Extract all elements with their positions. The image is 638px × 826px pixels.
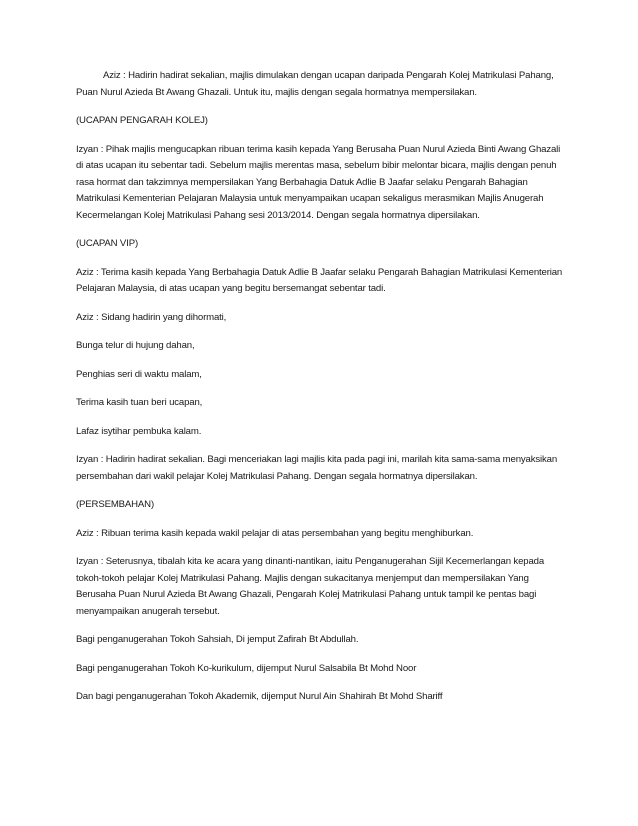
paragraph-stage-direction: (PERSEMBAHAN) <box>76 499 155 510</box>
paragraph-opening: Aziz : Hadirin hadirat sekalian, majlis dimulakan dengan ucapan daripada Pengarah Kolej Matrikulasi Pahang, Puan Nurul Azieda Bt Awang Ghazali. Untuk itu, majlis dengan segala hormatnya mempersilakan. <box>76 70 554 98</box>
paragraph: Dan bagi penganugerahan Tokoh Akademik, dijemput Nurul Ain Shahirah Bt Mohd Shariff <box>76 691 443 702</box>
paragraph-stage-direction: (UCAPAN PENGARAH KOLEJ) <box>76 115 208 126</box>
paragraph: Bagi penganugerahan Tokoh Sahsiah, Di jemput Zafirah Bt Abdullah. <box>76 634 359 645</box>
document-body <box>76 68 566 718</box>
pantun-line: Bunga telur di hujung dahan, <box>76 340 195 351</box>
paragraph: Izyan : Pihak majlis mengucapkan ribuan terima kasih kepada Yang Berusaha Puan Nurul Azieda Binti Awang Ghazali di atas ucapan itu sebentar tadi. Sebelum majlis merentas masa, sebelum bibir melontar bicara, majlis dengan penuh rasa hormat dan takzimnya mempersilakan Yang Berbahagia Datuk Adlie B Jaafar selaku Pengarah Bahagian Matrikulasi Kementerian Pelajaran Malaysia untuk menyampaikan ucapan sekaligus merasmikan Majlis Anugerah Kecermelangan Kolej Matrikulasi Pahang sesi 2013/2014. Dengan segala hormatnya dipersilakan. <box>76 143 561 221</box>
pantun-line: Terima kasih tuan beri ucapan, <box>76 397 203 408</box>
paragraph-stage-direction: (UCAPAN VIP) <box>76 238 138 249</box>
pantun-line: Penghias seri di waktu malam, <box>76 368 202 380</box>
paragraph: Izyan : Seterusnya, tibalah kita ke acara yang dinanti-nantikan, iaitu Penganugerahan Sijil Kecemerlangan kepada tokoh-tokoh pelajar Kolej Matrikulasi Pahang. Majlis dengan sukacitanya menjemput dan mempersilakan Yang Berusaha Puan Nurul Azieda Bt Awang Ghazali, Pengarah Kolej Matrikulasi Pahang untuk tampil ke pentas bagi menyampaikan anugerah tersebut. <box>76 556 544 617</box>
paragraph: Aziz : Ribuan terima kasih kepada wakil pelajar di atas persembahan yang begitu menghiburkan. <box>76 527 474 539</box>
paragraph: Izyan : Hadirin hadirat sekalian. Bagi menceriakan lagi majlis kita pada pagi ini, marilah kita sama-sama menyaksikan persembahan dari wakil pelajar Kolej Matrikulasi Pahang. Dengan segala hormatnya dipersilakan. <box>76 454 558 482</box>
paragraph: Aziz : Sidang hadirin yang dihormati, <box>76 311 227 323</box>
pantun-line: Lafaz isytihar pembuka kalam. <box>76 425 202 437</box>
paragraph: Bagi penganugerahan Tokoh Ko-kurikulum, dijemput Nurul Salsabila Bt Mohd Noor <box>76 662 417 674</box>
paragraph: Aziz : Terima kasih kepada Yang Berbahagia Datuk Adlie B Jaafar selaku Pengarah Bahagian Matrikulasi Kementerian Pelajaran Malaysia, di atas ucapan yang begitu bersemangat sebentar tadi. <box>76 266 563 294</box>
